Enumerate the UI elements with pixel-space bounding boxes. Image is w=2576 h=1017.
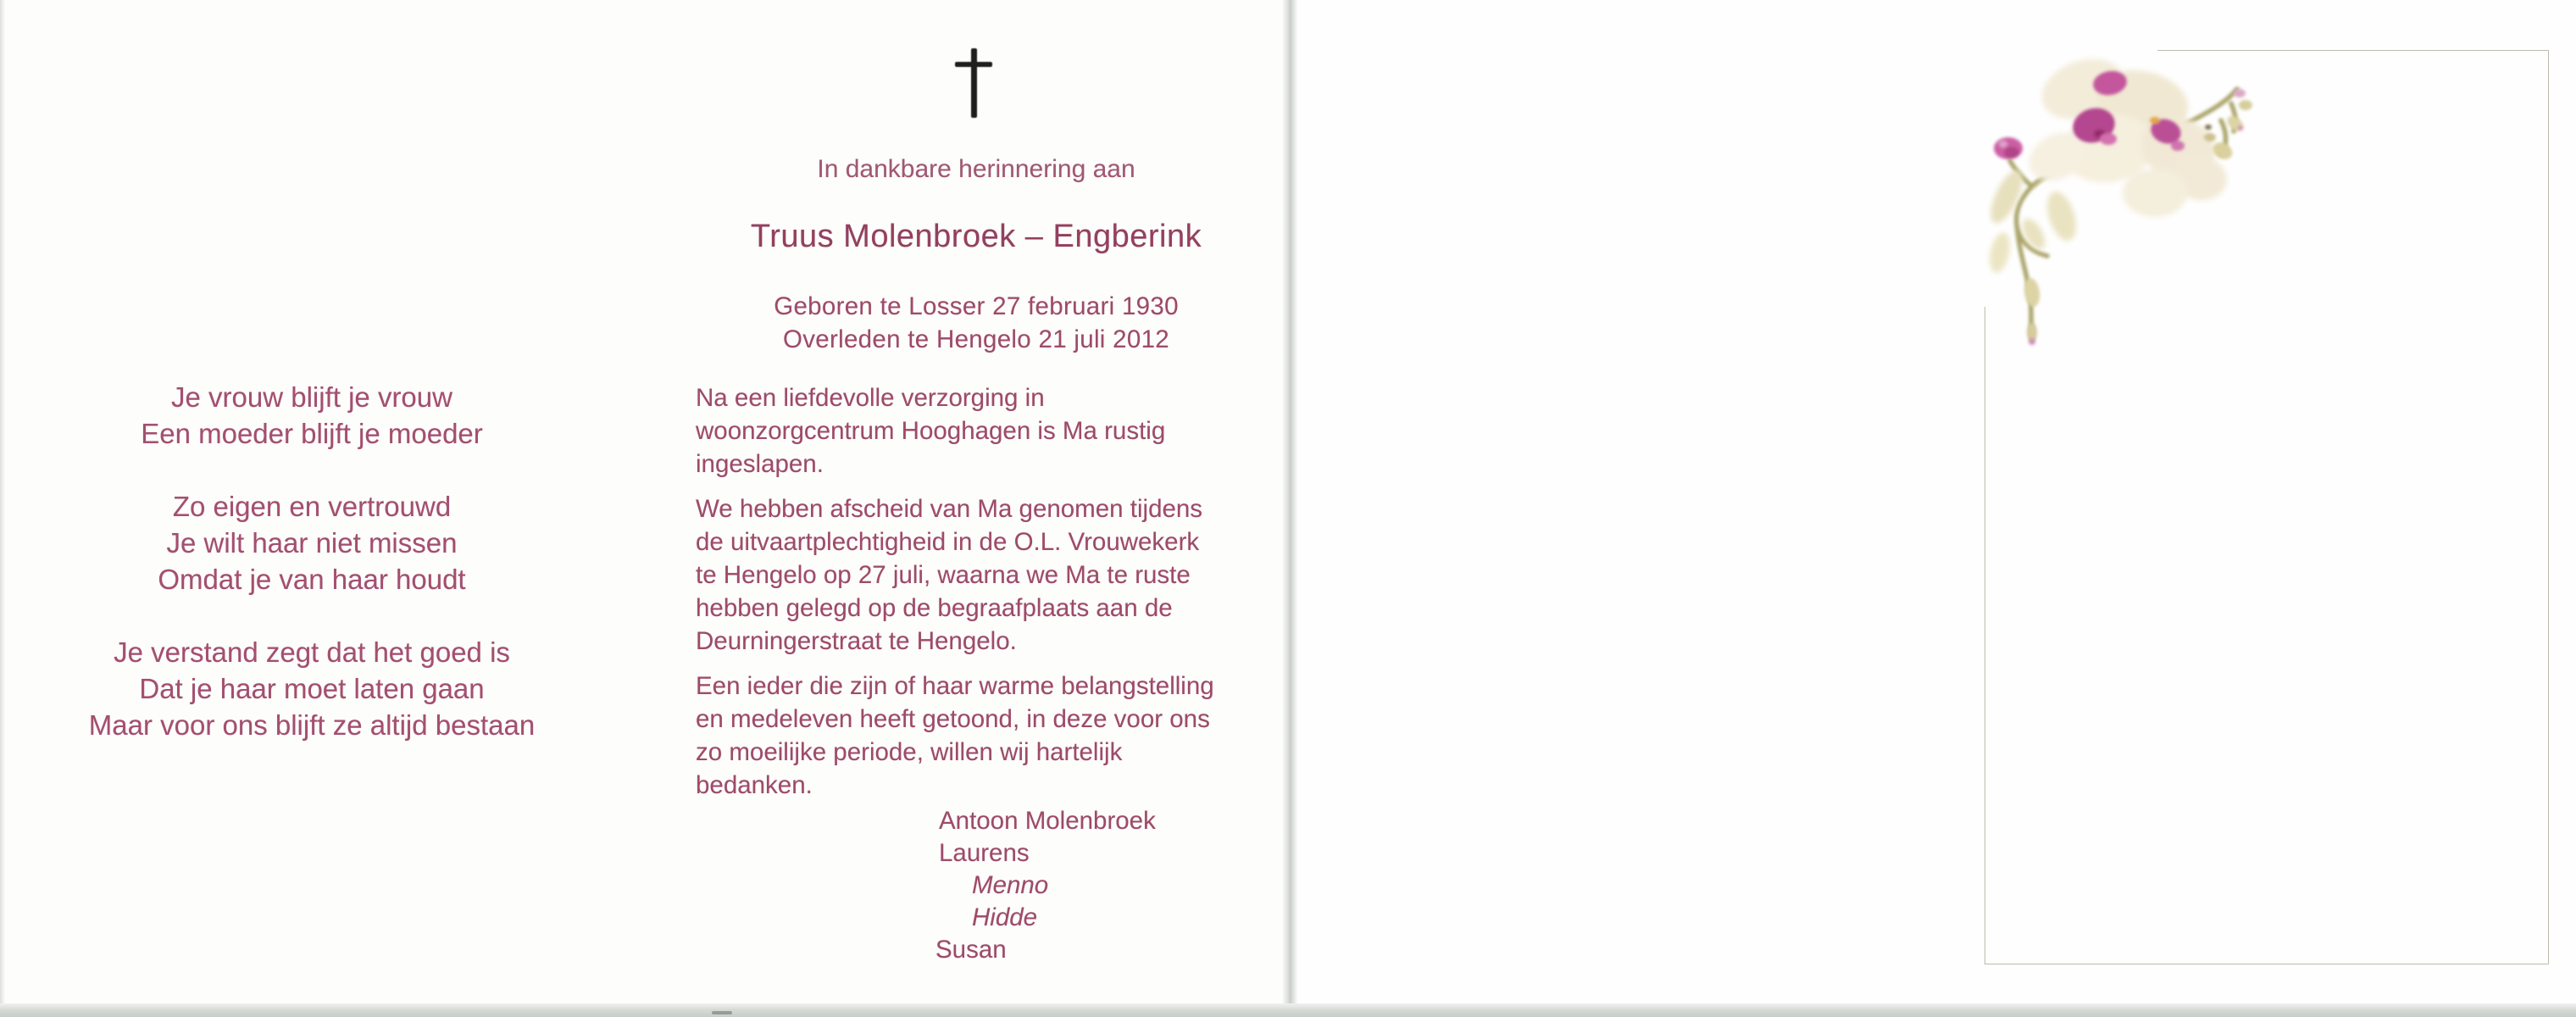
death-line: Overleden te Hengelo 21 juli 2012 [783,325,1169,353]
signatory-name: Menno [972,871,1049,899]
paragraph [696,381,1280,481]
latin-cross-icon [971,48,977,118]
poem-line: Je verstand zegt dat het goed is [114,636,510,668]
poem-line: Maar voor ons blijft ze altijd bestaan [88,709,536,741]
poem-stanza [32,379,591,452]
text-line: te Hengelo op 27 juli, waarna we Ma te ruste [696,561,1191,589]
paragraph [696,670,1280,802]
text-line: de uitvaartplechtigheid in de O.L. Vrouwekerk [696,528,1200,556]
signatory-name: Susan [935,936,1007,964]
orchid-petals [2021,48,2230,217]
signatories [935,805,1156,966]
deceased-name: Truus Molenbroek – Engberink [750,219,1202,254]
poem-line: Je vrouw blijft je vrouw [171,381,452,413]
poem-line: Omdat je van haar houdt [158,564,466,595]
scan-left-edge [0,0,5,1017]
scan-bottom-edge [0,1003,2576,1017]
orchid-left-bloom [1994,137,2023,159]
text-line: Een ieder die zijn of haar warme belangstelling [696,672,1214,700]
poem-line: Zo eigen en vertrouwd [172,491,452,522]
scan-smudge [712,1011,732,1014]
life-dates [697,290,1256,356]
memorial-poem [32,379,591,780]
text-line: Deurningerstraat te Hengelo. [696,627,1017,655]
birth-line: Geboren te Losser 27 februari 1930 [774,292,1179,320]
orchid-illustration [1981,42,2261,347]
intro-line: In dankbare herinnering aan [817,155,1135,183]
signatory-name: Laurens [939,839,1030,867]
card-fold-seam [1283,0,1298,1017]
poem-stanza [32,634,591,743]
text-line: ingeslapen. [696,450,824,478]
text-line: en medeleven heeft getoond, in deze voor ons [696,705,1210,733]
text-line: We hebben afscheid van Ma genomen tijdens [696,495,1203,523]
text-line: woonzorgcentrum Hooghagen is Ma rustig [696,417,1166,445]
memorial-body-text [696,381,1280,814]
text-line: bedanken. [696,771,813,799]
poem-stanza [32,488,591,597]
paragraph [696,492,1280,658]
latin-cross-icon [955,62,992,67]
signatory-name: Hidde [972,903,1038,931]
poem-line: Een moeder blijft je moeder [141,418,483,449]
poem-line: Dat je haar moet laten gaan [139,673,485,704]
text-line: zo moeilijke periode, willen wij hartelijk [696,738,1123,766]
poem-line: Je wilt haar niet missen [166,527,458,559]
orchid-leaves [1985,166,2082,275]
text-line: hebben gelegd op de begraafplaats aan de [696,594,1173,622]
text-line: Na een liefdevolle verzorging in [696,384,1045,412]
signatory-name: Antoon Molenbroek [939,807,1156,835]
